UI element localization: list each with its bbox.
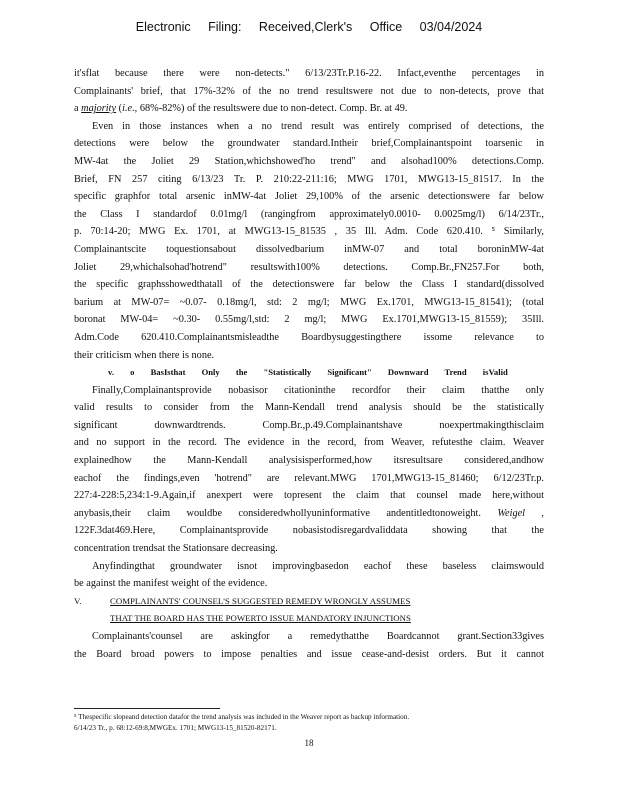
- body-line: the specific graphsshowedthatall of the detectionswere far below the Class I standard(dissolved: [74, 279, 544, 291]
- body-line: 227:4-228:5,234:1-9.Again,if anexpert were topresent the claim that counsel made here,without: [74, 490, 544, 502]
- filing-header: Electronic Filing: Received,Clerk's Office 03/04/2024: [135, 20, 483, 34]
- body-line: specific graphfor total arsenic inMW-4at Joliet 29,100% of the arsenic detectionswere far below: [74, 191, 544, 203]
- document-body: [74, 65, 544, 663]
- footnote-divider: [74, 708, 220, 709]
- body-line: significant downwardtrends. Comp.Br.,p.49.Complainantshave noexpertmakingthisclaim: [74, 419, 544, 431]
- body-line: their criticism when there is none.: [74, 349, 215, 361]
- section-title-line1: COMPLAINANTS' COUNSEL'S SUGGESTED REMEDY WRONGLY ASSUMES: [110, 595, 411, 606]
- footnote: [74, 712, 544, 733]
- body-line: a majority (i.e., 68%-82%) of the resultswere due to non-detect. Comp. Br. at 49.: [74, 103, 408, 115]
- body-line-with-citation: anybasis,their claim wouldbe consideredwhollyuninformative andentitledtonoweight. Weigel ,: [74, 507, 544, 519]
- body-line: concentration trendsat the Stationsare decreasing.: [74, 543, 278, 555]
- body-line: Even in those instances when a no trend result was entirely comprised of detections, the: [92, 120, 544, 132]
- body-line: it'sflat because there were non-detects." 6/13/23Tr.P.16-22. Infact,eventhe percentages in: [74, 68, 544, 79]
- body-line: Complainants'counsel are askingfor a remedythatthe Boardcannot grant.Section33gives: [92, 631, 544, 642]
- footnote-line: 6/14/23 Tr., p. 68:12-69:8,MWGEx. 1701; MWG13-15_81520-82171.: [74, 723, 277, 732]
- subsection-heading: v. o BasIsthat Only the "Statistically Significant" Downward Trend isValid: [108, 367, 508, 378]
- body-line: eachof the findings,even 'hotrend" are relevant.MWG 1701,MWG13-15_81460; 6/12/23Tr.p.: [74, 472, 544, 484]
- body-line: Complainantscite toquestionsabout dissolvedbarium inMW-07 and total boroninMW-4at: [74, 243, 544, 255]
- body-line-text: anybasis,their claim wouldbe consideredwhollyuninformative andentitledtonoweight.: [74, 507, 481, 519]
- body-line: the Class I standardof 0.01mg/l (rangingfrom approximately0.0010- 0.0025mg/l) 6/14/23Tr.,: [74, 208, 544, 220]
- body-line: Adm.Code 620.410.Complainantsmisleadthe Boardbysuggestingthere issome relevance to: [74, 331, 544, 343]
- body-line: valid results to consider from the Mann-Kendall trend analysis should be the statistically: [74, 402, 544, 414]
- body-line: p. 70:14-20; MWG Ex. 1701, at MWG13-15_81535 , 35 Ill. Adm. Code 620.410. ⁵ Similarly,: [74, 226, 544, 238]
- body-line: 122F.3dat469.Here, Complainantsprovide nobasistodisregardvaliddata showing that the: [74, 525, 544, 537]
- page-number: 18: [304, 738, 314, 748]
- body-line: Joliet 29,whichalsohad'hotrend" resultswith100% detections. Comp.Br.,FN257.For both,: [74, 261, 544, 273]
- body-line: detections were below the groundwater standard.Intheir brief,Complainantspoint toarsenic in: [74, 138, 544, 150]
- body-line: Finally,Complainantsprovide nobasisor citationinthe recordfor their claim thatthe only: [92, 384, 544, 396]
- section-title-line2: THAT THE BOARD HAS THE POWERTO ISSUE MANDATORY INJUNCTIONS: [110, 613, 411, 624]
- body-line: Complainants' brief, that 17%-32% of the no trend resultswere not due to non-detects, prove that: [74, 85, 544, 97]
- body-line: Anyfindingthat groundwater isnot improvingbasedon eachof these baseless claimswould: [92, 560, 544, 572]
- body-line: the Board broad powers to impose penalties and issue cease-and-desist orders. But it cannot: [74, 648, 544, 660]
- body-line: Brief, FN 257 citing 6/13/23 Tr. P. 210:22-211:16; MWG 1701, MWG13-15_81517. In the: [74, 173, 544, 185]
- body-line: boronat MW-04= ~0.30- 0.55mg/l,std: 2 mg/l; MWG Ex.1701,MWG13-15_81559); 35Ill.: [74, 314, 544, 326]
- case-citation: Weigel: [497, 507, 526, 519]
- section-number: V.: [74, 595, 82, 606]
- body-line: MW-4at the Joliet 29 Station,whichshowed'ho trend" and alsohad100% detections.Comp.: [74, 155, 544, 167]
- section-heading: [74, 593, 544, 611]
- footnote-line: ⁵ Thespecific slopeand detection datafor the trend analysis was included in the Weaver report as backup information.: [74, 713, 410, 721]
- body-line: explainedhow the Mann-Kendall analysisisperformed,how itsresultsare considered,andhow: [74, 455, 544, 467]
- section-heading-cont: [74, 610, 544, 628]
- body-line: be against the manifest weight of the evidence.: [74, 578, 268, 590]
- body-line: barium at MW-07= ~0.07- 0.18mg/l, std: 2 mg/l; MWG Ex.1701, MWG13-15_81541); (total: [74, 296, 544, 308]
- body-line: and no support in the record. The evidence in the record, from Weaver, refutesthe claim. Weaver: [74, 437, 544, 449]
